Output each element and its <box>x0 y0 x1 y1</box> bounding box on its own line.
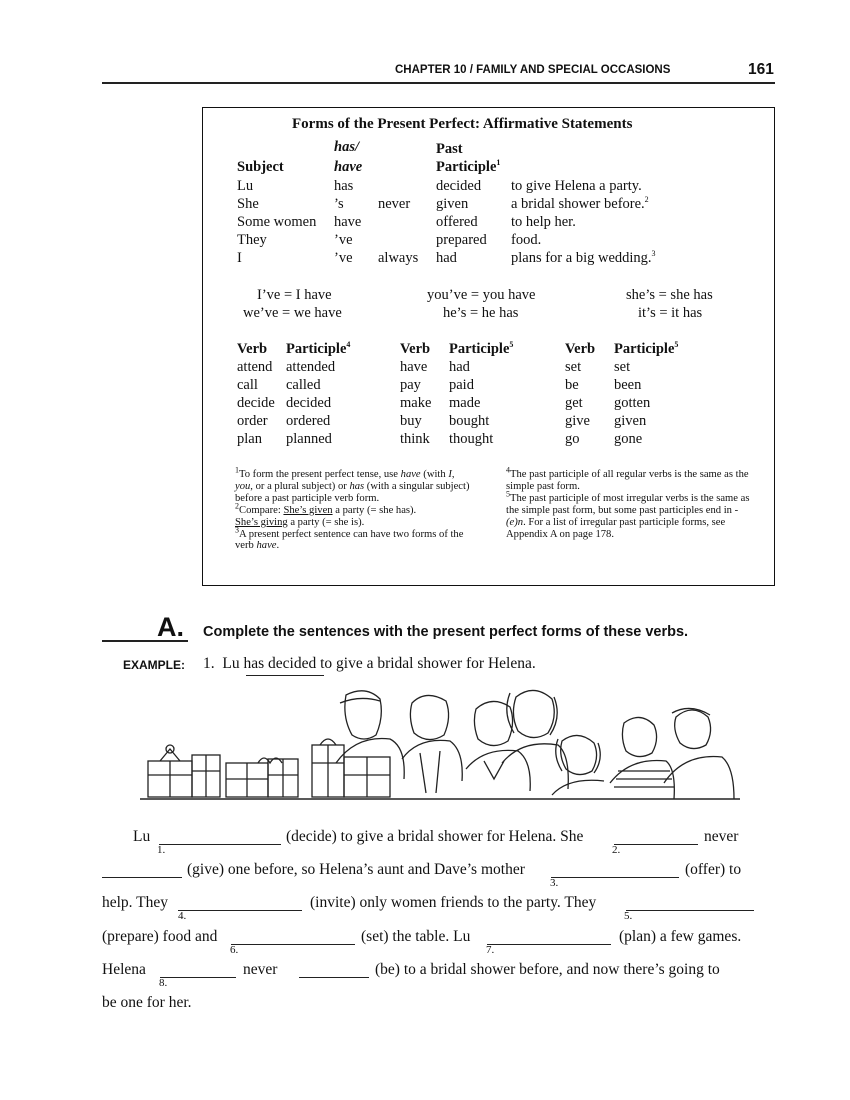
footnote-4: $^4$The past participle of all regular verbs is the same as the simple past form. <box>506 465 749 492</box>
blank-number: 7. <box>486 944 495 956</box>
answer-blank-1[interactable] <box>159 844 281 845</box>
row-aux: ’ve <box>334 232 353 248</box>
participle-cell: had <box>449 359 470 375</box>
row-participle: had <box>436 250 457 266</box>
verb-cell: plan <box>237 431 262 447</box>
exercise-text: (offer) to <box>685 861 742 878</box>
participle-cell: given <box>614 413 647 429</box>
exercise-text: (give) one before, so Helena’s aunt and Dave’s mother <box>187 861 525 878</box>
verb-cell: set <box>565 359 582 375</box>
exercise-instruction: Complete the sentences with the present perfect forms of these verbs. <box>203 624 689 640</box>
contraction: it’s = it has <box>638 305 703 321</box>
row-aux: ’ve <box>334 250 353 266</box>
row-participle: given <box>436 196 469 212</box>
row-subject: Lu <box>237 178 254 194</box>
blank-number: 2. <box>612 844 621 856</box>
row-aux: has <box>334 178 354 194</box>
verb-cell: be <box>565 377 579 393</box>
row-rest: to give Helena a party. <box>511 178 642 194</box>
row-participle: prepared <box>436 232 487 248</box>
participle-cell: set <box>614 359 631 375</box>
answer-blank-4[interactable] <box>178 910 302 911</box>
footnote-3: $^3$A present perfect sentence can have two forms of the verb have. <box>235 525 464 552</box>
header-have: have <box>334 159 363 175</box>
grammar-box <box>202 107 775 586</box>
header-rule <box>102 82 775 84</box>
row-participle: decided <box>436 178 482 194</box>
exercise-text: never <box>243 961 278 978</box>
blank-number: 3. <box>550 877 559 889</box>
blank-number: 6. <box>230 944 239 956</box>
row-adverb: never <box>378 196 411 212</box>
verb-cell: call <box>237 377 258 393</box>
exercise-text: (invite) only women friends to the party. They <box>310 894 597 911</box>
verb-cell: pay <box>400 377 421 393</box>
participle-cell: ordered <box>286 413 331 429</box>
blank-number: 8. <box>159 977 168 989</box>
participle-cell: paid <box>449 377 474 393</box>
verb-cell: think <box>400 431 430 447</box>
participle-header: Participle$^4$ <box>286 340 351 357</box>
row-adverb: always <box>378 250 419 266</box>
participle-cell: called <box>286 377 321 393</box>
contraction: I’ve = I have <box>257 287 332 303</box>
footnote-5: $^5$The past participle of most irregular verbs is the same as the simple past form, but some past participles end in -(e)n. For a list of irregular past participle forms, see Appendix A on page 178. <box>506 489 750 540</box>
participle-cell: decided <box>286 395 332 411</box>
header-past: Past <box>436 141 463 157</box>
verb-header: Verb <box>237 341 268 357</box>
answer-blank-6[interactable] <box>231 944 355 945</box>
people-preparing-party-illustration <box>140 683 740 803</box>
participle-header: Participle$^5$ <box>449 340 514 357</box>
example-answer-underline <box>246 675 324 676</box>
blank-number: 4. <box>178 910 187 922</box>
exercise-text: (decide) to give a bridal shower for Helena. She <box>286 828 584 845</box>
verb-header: Verb <box>400 341 431 357</box>
participle-cell: bought <box>449 413 490 429</box>
footnotes-right <box>506 465 752 540</box>
answer-blank-5[interactable] <box>626 910 754 911</box>
contraction: she’s = she has <box>626 287 713 303</box>
verb-cell: decide <box>237 395 275 411</box>
exercise-text: never <box>704 828 739 845</box>
verb-header: Verb <box>565 341 596 357</box>
exercise-text: Helena <box>102 961 146 978</box>
participle-cell: thought <box>449 431 494 447</box>
footnotes-left <box>235 465 475 552</box>
contraction: we’ve = we have <box>243 305 342 321</box>
row-rest: a bridal shower before.$^2$ <box>511 195 649 212</box>
box-title: Forms of the Present Perfect: Affirmative Statements <box>292 116 633 132</box>
row-rest: plans for a big wedding.$^3$ <box>511 249 656 266</box>
contraction: he’s = he has <box>443 305 519 321</box>
exercise-text: (be) to a bridal shower before, and now there’s going to <box>375 961 720 978</box>
example-sentence: 1. Lu has decided to give a bridal shower for Helena. <box>203 655 536 672</box>
footnote-1: $^1$To form the present perfect tense, use have (with I, you, or a plural subject) or has (with a singular subject) before a past participle verb form. <box>235 465 470 504</box>
header-has: has/ <box>334 139 359 155</box>
exercise-text: help. They <box>102 894 169 911</box>
participle-cell: planned <box>286 431 332 447</box>
participle-cell: gone <box>614 431 643 447</box>
answer-blank-8-cont[interactable] <box>299 977 369 978</box>
page-number: 161 <box>748 61 774 78</box>
exercise-letter: A. <box>157 612 184 642</box>
participle-cell: attended <box>286 359 336 375</box>
exercise-text: be one for her. <box>102 994 192 1011</box>
verb-cell: have <box>400 359 428 375</box>
row-subject: She <box>237 196 259 212</box>
verb-cell: attend <box>237 359 273 375</box>
row-aux: have <box>334 214 362 230</box>
row-rest: to help her. <box>511 214 576 230</box>
contraction: you’ve = you have <box>427 287 536 303</box>
answer-blank-2-cont[interactable] <box>102 877 182 878</box>
row-subject: Some women <box>237 214 317 230</box>
row-rest: food. <box>511 232 542 248</box>
row-aux: ’s <box>334 196 344 212</box>
verb-cell: buy <box>400 413 422 429</box>
verb-cell: give <box>565 413 590 429</box>
verb-cell: order <box>237 413 268 429</box>
participle-cell: been <box>614 377 642 393</box>
answer-blank-8[interactable] <box>160 977 236 978</box>
answer-blank-2[interactable] <box>614 844 698 845</box>
verb-cell: get <box>565 395 583 411</box>
participle-cell: made <box>449 395 481 411</box>
participle-cell: gotten <box>614 395 651 411</box>
row-participle: offered <box>436 214 478 230</box>
chapter-title: CHAPTER 10 / FAMILY AND SPECIAL OCCASIONS <box>395 64 671 76</box>
answer-blank-3[interactable] <box>551 877 679 878</box>
blank-number: 5. <box>624 910 633 922</box>
header-subject: Subject <box>237 159 284 175</box>
row-subject: They <box>237 232 267 248</box>
exercise-text: (plan) a few games. <box>619 928 742 945</box>
participle-header: Participle$^5$ <box>614 340 679 357</box>
exercise-text: Lu <box>133 828 151 845</box>
footnote-2: $^2$Compare: She’s given a party (= she has). She’s giving a party (= she is). <box>235 501 417 528</box>
verb-cell: go <box>565 431 580 447</box>
row-subject: I <box>237 250 242 266</box>
answer-blank-7[interactable] <box>487 944 611 945</box>
header-participle: Participle$^1$ <box>436 158 501 175</box>
exercise-text: (set) the table. Lu <box>361 928 471 945</box>
exercise-text: (prepare) food and <box>102 928 218 945</box>
example-label: EXAMPLE: <box>123 658 186 672</box>
blank-number: 1. <box>157 844 166 856</box>
verb-cell: make <box>400 395 432 411</box>
